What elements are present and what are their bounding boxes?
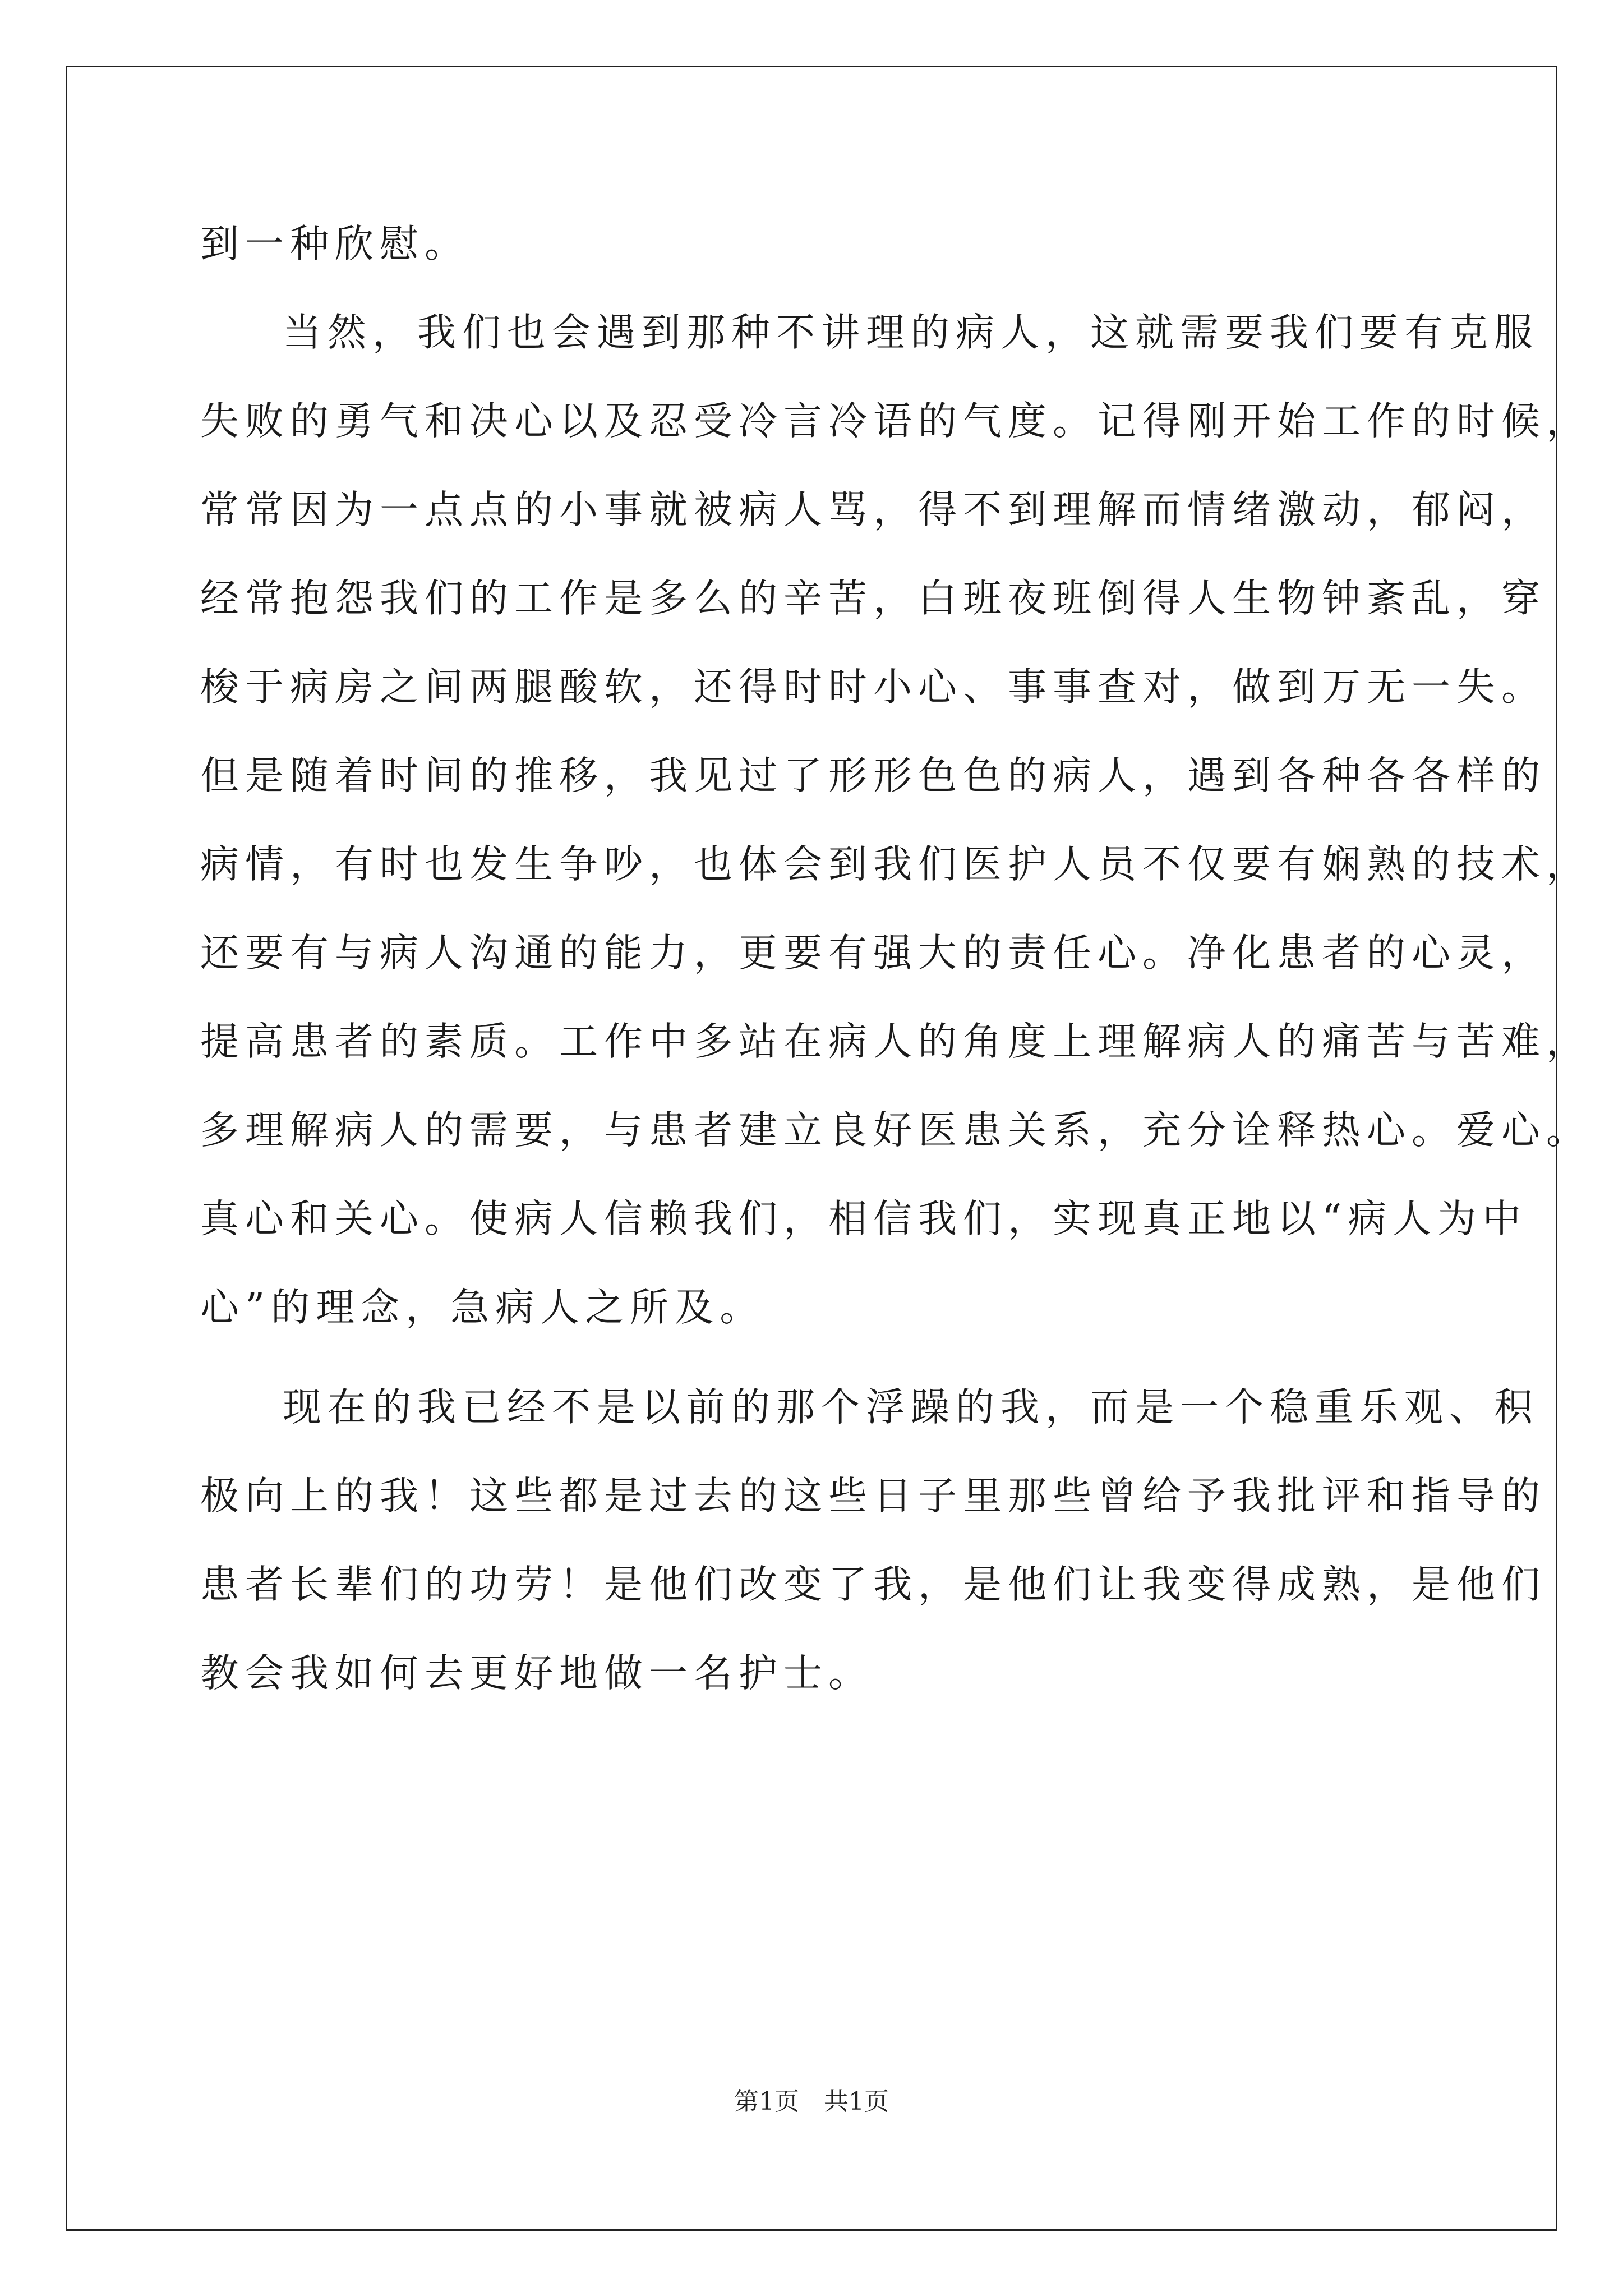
body-line: 经常抱怨我们的工作是多么的辛苦，白班夜班倒得人生物钟紊乱，穿 xyxy=(200,576,1546,621)
body-line: 心”的理念，急病人之所及。 xyxy=(200,1285,765,1330)
body-line: 但是随着时间的推移，我见过了形形色色的病人，遇到各种各各样的 xyxy=(200,753,1546,798)
body-line: 多理解病人的需要，与患者建立良好医患关系，充分诠释热心。爱心。 xyxy=(200,1108,1591,1153)
body-line: 常常因为一点点的小事就被病人骂，得不到理解而情绪激动，郁闷， xyxy=(200,487,1546,532)
body-line: 患者长辈们的功劳！是他们改变了我，是他们让我变得成熟，是他们 xyxy=(200,1562,1546,1607)
paragraph-start-line: 当然，我们也会遇到那种不讲理的病人，这就需要我们要有克服 xyxy=(283,310,1539,355)
body-line: 提高患者的素质。工作中多站在病人的角度上理解病人的痛苦与苦难， xyxy=(200,1019,1591,1064)
body-line: 极向上的我！这些都是过去的这些日子里那些曾给予我批评和指导的 xyxy=(200,1474,1546,1519)
body-line: 教会我如何去更好地做一名护士。 xyxy=(200,1651,873,1696)
body-line: 真心和关心。使病人信赖我们，相信我们，实现真正地以“病人为中 xyxy=(200,1197,1528,1241)
body-line: 失败的勇气和决心以及忍受冷言冷语的气度。记得刚开始工作的时候， xyxy=(200,399,1591,444)
body-line: 到一种欣慰。 xyxy=(200,222,469,266)
page-number-footer: 第1页 共1页 xyxy=(734,2087,889,2116)
body-line: 梭于病房之间两腿酸软，还得时时小心、事事查对，做到万无一失。 xyxy=(200,665,1546,710)
body-line: 病情，有时也发生争吵，也体会到我们医护人员不仅要有娴熟的技术， xyxy=(200,842,1591,887)
paragraph-start-line: 现在的我已经不是以前的那个浮躁的我，而是一个稳重乐观、积 xyxy=(283,1385,1539,1430)
body-line: 还要有与病人沟通的能力，更要有强大的责任心。净化患者的心灵， xyxy=(200,931,1546,976)
